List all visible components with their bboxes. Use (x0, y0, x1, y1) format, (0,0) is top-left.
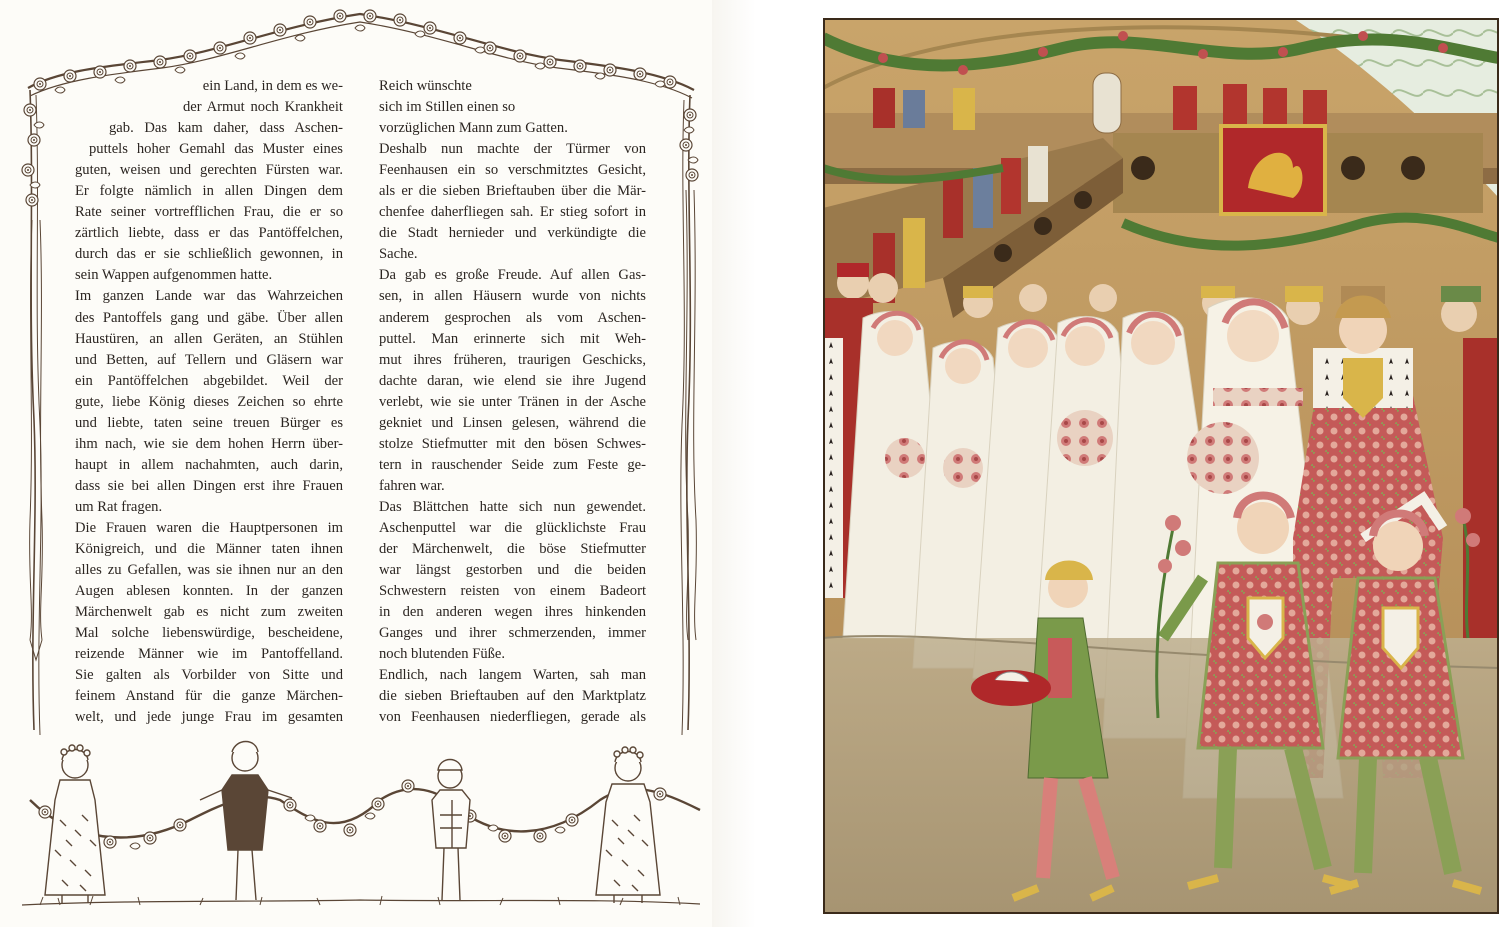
text-line: sen, in allen Häusern wurde von nichts (379, 288, 646, 305)
text-line: Rate seiner vortrefflichen Frau, die er so (75, 204, 343, 221)
text-line: ein Land, in dem es we- (202, 78, 343, 94)
text-line: puttels hoher Gemahl das Muster eines (89, 141, 343, 158)
wedding-procession-illustration (823, 18, 1499, 914)
text-line: noch blutenden Füße. (379, 646, 506, 663)
text-line: vorzüglichen Mann zum Gatten. (379, 120, 568, 137)
text-line: mut ihres früheren, traurigen Geschicks, (379, 351, 646, 368)
text-line: dass sie bei allen Dingen erst ihre Frauen (75, 477, 343, 494)
text-line: um Rat fragen. (75, 498, 163, 515)
text-line: Aschenputtel war die glücklichste Frau (379, 519, 646, 536)
text-line: und liebte, taten seine treuen Bürger es (75, 414, 343, 431)
text-line: von Feenhausen niederfliegen, gerade als (379, 709, 646, 726)
text-line: gute, liebe König dieses Zeichen so ehrte (75, 393, 343, 410)
text-line: ein Pantöffelchen abgebildet. Weil der (75, 372, 343, 389)
text-line: in den anderen wegen ihres hinkenden (379, 604, 646, 621)
text-line: Reich wünschte (379, 78, 472, 94)
text-line: der Märchenwelt, die böse Stiefmutter (379, 541, 646, 558)
text-line: Feenhausen ein so verschmitztes Gesicht, (379, 162, 646, 179)
text-line: und Betten, auf Tellern und Gläsern war (75, 351, 343, 368)
text-line: der Armut noch Krankheit (183, 99, 343, 116)
text-line: war längst gestorben und die beiden (379, 562, 646, 579)
text-column-right (379, 76, 646, 728)
text-line: die Stadt hernieder und verkündigte die (379, 225, 646, 242)
book-gutter (712, 0, 822, 927)
text-line: fahren war. (379, 477, 445, 494)
text-line: sein Wappen aufgenommen hatte. (75, 267, 273, 284)
text-line: gekniet und Linsen gelesen, während die (379, 414, 646, 431)
text-line: zärtlich liebte, dass er das Pantöffelchen, (75, 225, 343, 242)
text-line: des Pantoffels gang und gäbe. Über allen (75, 309, 343, 326)
text-column-left (75, 76, 343, 728)
text-line: als er die sieben Brieftauben über die Mär- (379, 183, 646, 200)
left-page (0, 0, 720, 927)
text-line: alles zu Gefallen, was sie ihnen nur an den (75, 562, 343, 579)
text-line: puttel. Man erinnerte sich mit Weh- (379, 330, 646, 347)
text-line: Da gab es große Freude. Auf allen Gas- (379, 267, 646, 284)
text-line: anderem gesprochen als vom Aschen- (379, 309, 646, 326)
text-line: welt, und jede junge Frau im gesamten (75, 709, 343, 726)
text-line: tern in rauschender Seide zum Feste ge- (379, 456, 646, 473)
text-line: Sie galten als Vorbilder von Sitte und (75, 667, 343, 684)
text-line: gab. Das kam daher, dass Aschen- (109, 120, 343, 137)
text-line: Sache. (379, 246, 418, 263)
text-line: Er folgte nämlich in allen Dingen dem (75, 183, 343, 200)
text-line: Märchenwelt gab es nicht zum zweiten (75, 604, 343, 621)
text-line: Haustüren, an allen Geräten, an Stühlen (75, 330, 343, 347)
text-line: Im ganzen Lande war das Wahrzeichen (75, 288, 343, 305)
text-line: haupt in allem nachahmten, auch darin, (75, 456, 343, 473)
text-line: Ganges und ihrer schmerzenden, immer (379, 625, 646, 642)
text-line: dachte daran, wie elend sie ihre Jugend (379, 372, 646, 389)
text-line: Königreich, und die Männer taten ihnen (75, 541, 343, 558)
text-line: Die Frauen waren die Hauptpersonen im (75, 519, 343, 536)
text-line: die sieben Brieftauben auf den Marktplatz (379, 688, 646, 705)
text-line: ihm nach, wie sie dem hohen Herrn über- (75, 435, 343, 452)
text-line: guten, weisen und gerechten Fürsten war. (75, 162, 343, 179)
text-line: sich im Stillen einen so (379, 99, 516, 116)
text-line: Endlich, nach langem Warten, sah man (379, 667, 646, 684)
text-line: feinem Anstand für die ganze Märchen- (75, 688, 343, 705)
text-line: chenfee daherfliegen sah. Er stieg sofort in (379, 204, 646, 221)
text-line: reizende Männer wie im Pantoffelland. (75, 646, 343, 663)
text-line: Deshalb nun machte der Türmer von (379, 141, 646, 158)
text-line: Das Blättchen hatte sich nun gewendet. (379, 498, 646, 515)
text-line: verlebt, wie sie unter Tränen in der Asche (379, 393, 646, 410)
text-line: Schwestern reisten von einem Badeort (379, 583, 646, 600)
text-line: stolze Stiefmutter mit den bösen Schwes- (379, 435, 646, 452)
text-line: Mal solche liebenswürdige, bescheidene, (75, 625, 343, 642)
text-line: Augen ablesen konnten. In der ganzen (75, 583, 343, 600)
text-line: durch das er sie schließlich gewonnen, in (75, 246, 343, 263)
